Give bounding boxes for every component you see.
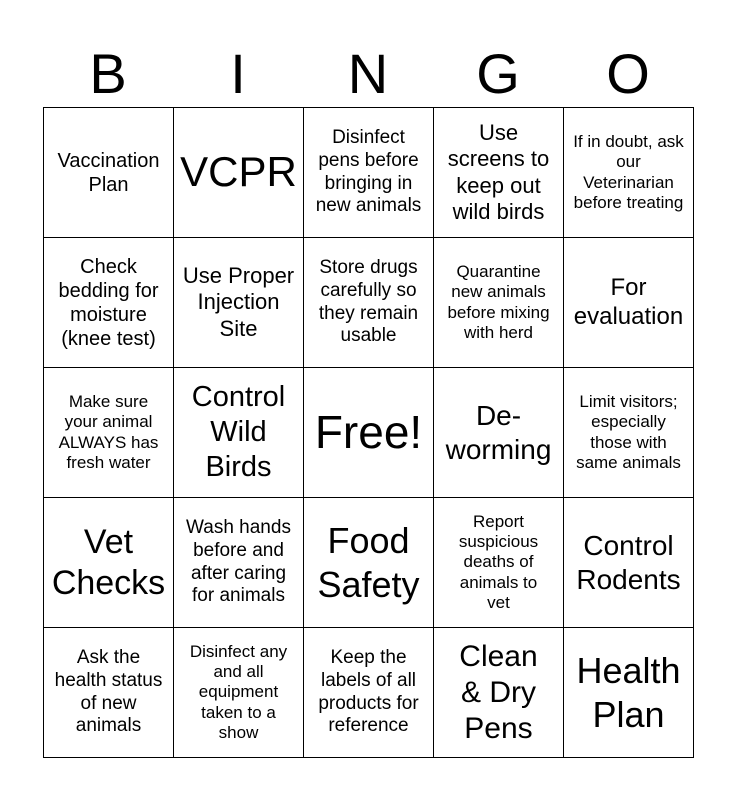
bingo-cell[interactable] (434, 368, 564, 498)
cell-text: Ask the health status of new animals (54, 646, 163, 737)
bingo-cell[interactable] (304, 498, 434, 628)
cell-text: Control Wild Birds (191, 381, 286, 483)
bingo-cell[interactable] (434, 238, 564, 368)
bingo-cell[interactable] (174, 368, 304, 498)
cell-text: If in doubt, ask our Veterinarian before treating (573, 131, 684, 212)
bingo-cell[interactable] (174, 628, 304, 758)
bingo-cell[interactable] (564, 238, 694, 368)
cell-text: For evaluation (573, 273, 684, 330)
cell-text: Wash hands before and after caring for animals (186, 516, 291, 607)
cell-text: Report suspicious deaths of animals to vet (458, 511, 539, 613)
bingo-cell[interactable] (174, 108, 304, 238)
cell-text: De-worming (445, 399, 552, 465)
cell-text: VCPR (180, 148, 297, 196)
cell-text: Store drugs carefully so they remain usable (318, 256, 419, 347)
bingo-cell[interactable] (304, 238, 434, 368)
bingo-cell[interactable] (564, 368, 694, 498)
bingo-cell[interactable] (174, 238, 304, 368)
bingo-cell[interactable] (44, 628, 174, 758)
bingo-cell[interactable] (434, 498, 564, 628)
bingo-cell[interactable] (434, 628, 564, 758)
bingo-cell[interactable] (44, 498, 174, 628)
cell-text: Vet Checks (51, 522, 166, 602)
header-letter-n: N (347, 42, 389, 105)
bingo-cell[interactable] (304, 368, 434, 498)
cell-text: Control Rodents (576, 529, 681, 595)
bingo-cell[interactable] (44, 108, 174, 238)
cell-text: Clean & Dry Pens (459, 639, 538, 745)
header-letter-o: O (606, 42, 650, 105)
header-letter-g: G (476, 42, 520, 105)
cell-text: Disinfect pens before bringing in new animals (315, 126, 422, 217)
bingo-cell[interactable] (44, 368, 174, 498)
cell-text: Quarantine new animals before mixing with herd (447, 261, 550, 342)
cell-text: Check bedding for moisture (knee test) (58, 255, 159, 350)
bingo-cell[interactable] (304, 108, 434, 238)
bingo-board (43, 107, 694, 758)
cell-text: Use Proper Injection Site (182, 262, 295, 341)
header-letter-b: B (89, 42, 127, 105)
cell-text: Food Safety (317, 520, 420, 605)
bingo-header (43, 42, 693, 106)
cell-text: Vaccination Plan (57, 149, 160, 196)
bingo-cell[interactable] (174, 498, 304, 628)
bingo-cell[interactable] (564, 628, 694, 758)
cell-text: Keep the labels of all products for reference (318, 646, 419, 737)
bingo-cell[interactable] (564, 498, 694, 628)
cell-text: Use screens to keep out wild birds (447, 119, 550, 224)
cell-text: Disinfect any and all equipment taken to a show (189, 641, 288, 743)
cell-text: Health Plan (576, 650, 681, 735)
bingo-cell[interactable] (564, 108, 694, 238)
cell-text: Free! (314, 405, 423, 458)
bingo-cell[interactable] (304, 628, 434, 758)
cell-text: Limit visitors; especially those with same animals (576, 391, 681, 472)
bingo-cell[interactable] (434, 108, 564, 238)
cell-text: Make sure your animal ALWAYS has fresh water (58, 391, 159, 472)
header-letter-i: I (230, 42, 246, 105)
bingo-cell[interactable] (44, 238, 174, 368)
